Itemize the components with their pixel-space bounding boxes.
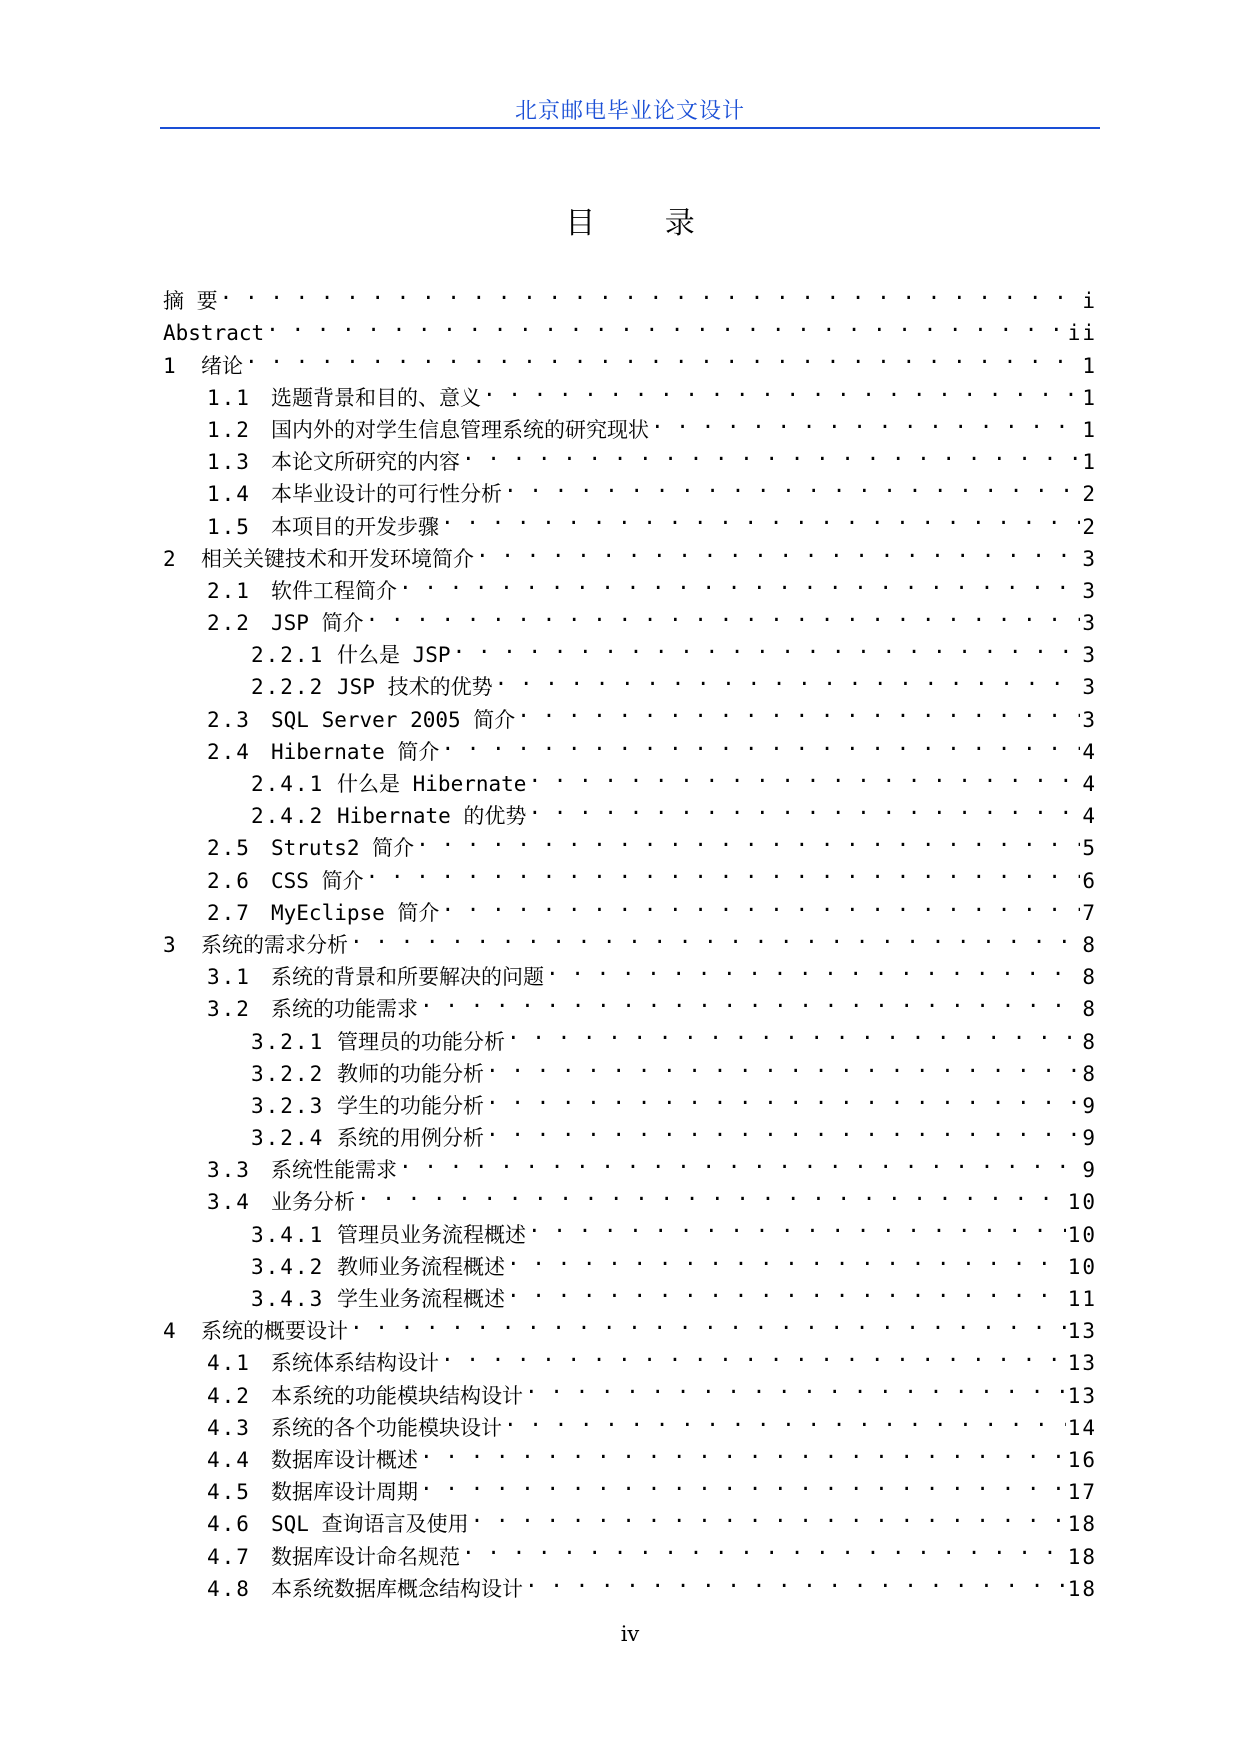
toc-dot-leader [507, 1242, 1066, 1274]
toc-dot-leader [420, 1467, 1066, 1499]
table-of-contents [163, 276, 1097, 1601]
toc-dot-leader [528, 759, 1080, 791]
toc-entry-title: 什么是 Hibernate [337, 772, 527, 796]
toc-dot-leader [441, 727, 1080, 759]
toc-dot-leader [441, 501, 1080, 533]
toc-entry-page: 13 [1067, 1319, 1097, 1344]
toc-entry-number: 2.7 [207, 900, 251, 925]
toc-entry-number: 4.3 [207, 1415, 251, 1440]
toc-entry-page: 9 [1082, 1093, 1097, 1118]
toc-dot-leader [517, 694, 1080, 726]
toc-entry-number: 2.4 [207, 739, 251, 764]
toc-entry-title: 本系统的功能模块结构设计 [271, 1383, 523, 1408]
toc-entry-title: 本论文所研究的内容 [271, 450, 460, 475]
toc-dot-leader [366, 855, 1081, 887]
toc-entry-title: 学生的功能分析 [337, 1093, 484, 1118]
toc-entry-title: 数据库设计概述 [271, 1447, 418, 1472]
toc-heading: 目 录 [565, 206, 725, 241]
toc-entry-page: 1 [1082, 353, 1097, 378]
toc-dot-leader [350, 920, 1080, 952]
toc-entry-page: 11 [1067, 1287, 1097, 1311]
toc-entry-title: 本毕业设计的可行性分析 [271, 482, 502, 507]
toc-entry-page: 14 [1067, 1415, 1097, 1440]
toc-dot-leader [462, 437, 1080, 469]
toc-entry-number: 3.4 [207, 1190, 251, 1215]
toc-entry-number: 4.1 [207, 1351, 251, 1376]
toc-entry-page: 3 [1082, 707, 1097, 732]
toc-entry-title: 系统体系结构设计 [271, 1351, 439, 1376]
toc-dot-leader [420, 1435, 1066, 1467]
toc-entry-number: 4.5 [207, 1480, 251, 1505]
toc-dot-leader [528, 791, 1080, 823]
toc-entry-page: 10 [1067, 1254, 1097, 1279]
toc-entry-page: 3 [1082, 611, 1097, 636]
toc-dot-leader [420, 984, 1080, 1016]
toc-entry-title: JSP 简介 [271, 611, 364, 636]
toc-dot-leader [525, 1370, 1066, 1402]
toc-entry-title: Hibernate 的优势 [337, 804, 527, 829]
toc-entry-number: 1.2 [207, 417, 251, 442]
toc-entry-page: 3 [1082, 578, 1097, 603]
toc-entry-title: 数据库设计周期 [271, 1480, 418, 1505]
toc-entry-title: SQL Server 2005 简介 [271, 707, 516, 732]
toc-dot-leader [504, 469, 1080, 501]
toc-entry-page: 4 [1082, 739, 1097, 764]
toc-entry[interactable] [163, 373, 1097, 410]
toc-entry-number: 4.7 [207, 1544, 251, 1569]
toc-entry-number: 1.1 [207, 385, 251, 410]
toc-entry-title: CSS 简介 [271, 868, 364, 893]
toc-entry-title: 管理员的功能分析 [337, 1029, 505, 1054]
toc-entry-number: 4.2 [207, 1383, 251, 1408]
toc-entry-title: MyEclipse 简介 [271, 900, 440, 925]
toc-entry-page: 10 [1067, 1222, 1097, 1247]
toc-entry-title: 系统的背景和所要解决的问题 [271, 965, 544, 990]
toc-entry-page: 3 [1082, 675, 1097, 700]
toc-entry-number: 2.4.1 [251, 772, 325, 796]
toc-entry-number: 1.4 [207, 482, 251, 507]
toc-dot-leader [528, 1209, 1066, 1241]
toc-entry-title: Struts2 简介 [271, 836, 415, 861]
toc-entry-page: 8 [1082, 1029, 1097, 1054]
toc-entry-title: 系统的需求分析 [201, 932, 348, 957]
toc-entry-page: 4 [1082, 804, 1097, 829]
toc-entry-title: 摘 要 [163, 289, 218, 314]
toc-entry-number: 2.1 [207, 578, 251, 603]
toc-entry-title: SQL 查询语言及使用 [271, 1512, 469, 1537]
toc-dot-leader [399, 566, 1080, 598]
toc-entry-page: 6 [1082, 868, 1097, 893]
toc-dot-leader [483, 373, 1080, 405]
toc-entry-title: 什么是 JSP [337, 643, 451, 668]
toc-entry-title: 数据库设计命名规范 [271, 1544, 460, 1569]
toc-entry-number: 4 [163, 1319, 178, 1344]
toc-entry-page: 1 [1082, 385, 1097, 410]
toc-dot-leader [525, 1564, 1066, 1596]
toc-entry-title: 教师业务流程概述 [337, 1254, 505, 1279]
toc-dot-leader [453, 630, 1081, 662]
toc-dot-leader [471, 1499, 1066, 1531]
toc-dot-leader [507, 1016, 1080, 1048]
toc-entry-page: 13 [1067, 1351, 1097, 1376]
toc-entry-number: 3.3 [207, 1158, 251, 1183]
toc-entry-page: 18 [1067, 1512, 1097, 1537]
toc-entry-number: 1 [163, 353, 178, 378]
toc-entry-title: 系统的功能需求 [271, 997, 418, 1022]
toc-entry-title: 业务分析 [271, 1190, 355, 1215]
toc-entry-title: 系统性能需求 [271, 1158, 397, 1183]
toc-entry-number: 3.2.3 [251, 1093, 325, 1118]
toc-entry-number: 2.5 [207, 836, 251, 861]
toc-entry-title: JSP 技术的优势 [337, 675, 493, 700]
toc-entry-number: 3.2.2 [251, 1061, 325, 1086]
toc-entry-title: 选题背景和目的、意义 [271, 385, 481, 410]
toc-entry-number: 2.4.2 [251, 804, 325, 829]
toc-entry-page: 9 [1082, 1126, 1097, 1151]
toc-dot-leader [399, 1145, 1080, 1177]
toc-entry-number: 4.4 [207, 1447, 251, 1472]
toc-dot-leader [495, 662, 1081, 694]
toc-entry-title: 系统的各个功能模块设计 [271, 1415, 502, 1440]
toc-entry-number: 4.6 [207, 1512, 251, 1537]
toc-dot-leader [245, 340, 1080, 372]
toc-entry-number: 2 [163, 546, 178, 571]
toc-entry-number: 3.4.3 [251, 1287, 325, 1311]
toc-entry[interactable] [163, 308, 1097, 346]
toc-dot-leader [546, 952, 1080, 984]
toc-entry-page: 8 [1082, 932, 1097, 957]
toc-entry-number: 2.6 [207, 868, 251, 893]
toc-entry-title: Abstract [163, 321, 265, 346]
toc-entry-number: 2.2.1 [251, 643, 325, 668]
toc-dot-leader [416, 823, 1080, 855]
toc-dot-leader [266, 308, 1066, 340]
toc-entry-title: 国内外的对学生信息管理系统的研究现状 [271, 417, 649, 442]
toc-entry[interactable] [163, 340, 1097, 378]
toc-entry-page: 18 [1067, 1576, 1097, 1601]
toc-entry-number: 4.8 [207, 1576, 251, 1601]
toc-entry-page: 8 [1082, 965, 1097, 990]
toc-entry[interactable] [163, 276, 1097, 314]
toc-entry-page: 3 [1082, 643, 1097, 668]
toc-dot-leader [441, 888, 1080, 920]
toc-dot-leader [220, 276, 1081, 308]
toc-entry-page: 8 [1082, 1061, 1097, 1086]
page-number: iv [620, 1622, 640, 1646]
toc-entry-number: 3.2 [207, 997, 251, 1022]
toc-entry-page: 13 [1067, 1383, 1097, 1408]
toc-entry-number: 3.2.1 [251, 1029, 325, 1054]
toc-entry-number: 2.3 [207, 707, 251, 732]
toc-entry-page: 2 [1082, 514, 1097, 539]
toc-entry-page: 3 [1082, 546, 1097, 571]
toc-dot-leader [366, 598, 1081, 630]
toc-entry-page: 5 [1082, 836, 1097, 861]
toc-dot-leader [441, 1338, 1066, 1370]
toc-dot-leader [651, 405, 1080, 437]
toc-entry-page: 2 [1082, 482, 1097, 507]
toc-entry-title: 学生业务流程概述 [337, 1287, 505, 1311]
running-header: 北京邮电毕业论文设计 [514, 99, 745, 124]
toc-dot-leader [507, 1274, 1066, 1306]
toc-entry-title: 软件工程简介 [271, 578, 397, 603]
toc-entry-title: Hibernate 简介 [271, 739, 440, 764]
toc-entry-page: i [1082, 289, 1097, 314]
toc-entry-title: 相关关键技术和开发环境简介 [201, 546, 474, 571]
toc-entry-page: 1 [1082, 417, 1097, 442]
toc-entry-title: 本系统数据库概念结构设计 [271, 1576, 523, 1601]
toc-entry-number: 3 [163, 932, 178, 957]
toc-entry-page: 9 [1082, 1158, 1097, 1183]
toc-entry-page: 16 [1067, 1447, 1097, 1472]
toc-entry-page: 17 [1067, 1480, 1097, 1505]
toc-entry-number: 2.2.2 [251, 675, 325, 700]
toc-entry-number: 1.3 [207, 450, 251, 475]
toc-dot-leader [350, 1306, 1066, 1338]
toc-dot-leader [486, 1049, 1080, 1081]
toc-entry-page: ii [1067, 321, 1097, 346]
toc-entry-title: 系统的用例分析 [337, 1126, 484, 1151]
toc-dot-leader [462, 1531, 1066, 1563]
toc-entry-number: 2.2 [207, 611, 251, 636]
toc-entry-title: 绪论 [201, 353, 243, 378]
toc-entry-title: 本项目的开发步骤 [271, 514, 439, 539]
toc-dot-leader [476, 534, 1080, 566]
toc-dot-leader [357, 1177, 1066, 1209]
toc-entry-number: 3.2.4 [251, 1126, 325, 1151]
toc-dot-leader [486, 1113, 1080, 1145]
toc-entry-number: 1.5 [207, 514, 251, 539]
toc-entry-number: 3.4.1 [251, 1222, 325, 1247]
toc-entry-number: 3.4.2 [251, 1254, 325, 1279]
toc-entry-number: 3.1 [207, 965, 251, 990]
toc-entry-page: 8 [1082, 997, 1097, 1022]
toc-entry-title: 管理员业务流程概述 [337, 1222, 526, 1247]
toc-dot-leader [486, 1081, 1080, 1113]
toc-entry-page: 10 [1067, 1190, 1097, 1215]
toc-entry-page: 4 [1082, 772, 1097, 796]
toc-entry-title: 教师的功能分析 [337, 1061, 484, 1086]
toc-dot-leader [504, 1403, 1066, 1435]
toc-entry-title: 系统的概要设计 [201, 1319, 348, 1344]
toc-entry-page: 18 [1067, 1544, 1097, 1569]
toc-entry-page: 7 [1082, 900, 1097, 925]
toc-entry-page: 1 [1082, 450, 1097, 475]
header-divider [160, 127, 1100, 129]
